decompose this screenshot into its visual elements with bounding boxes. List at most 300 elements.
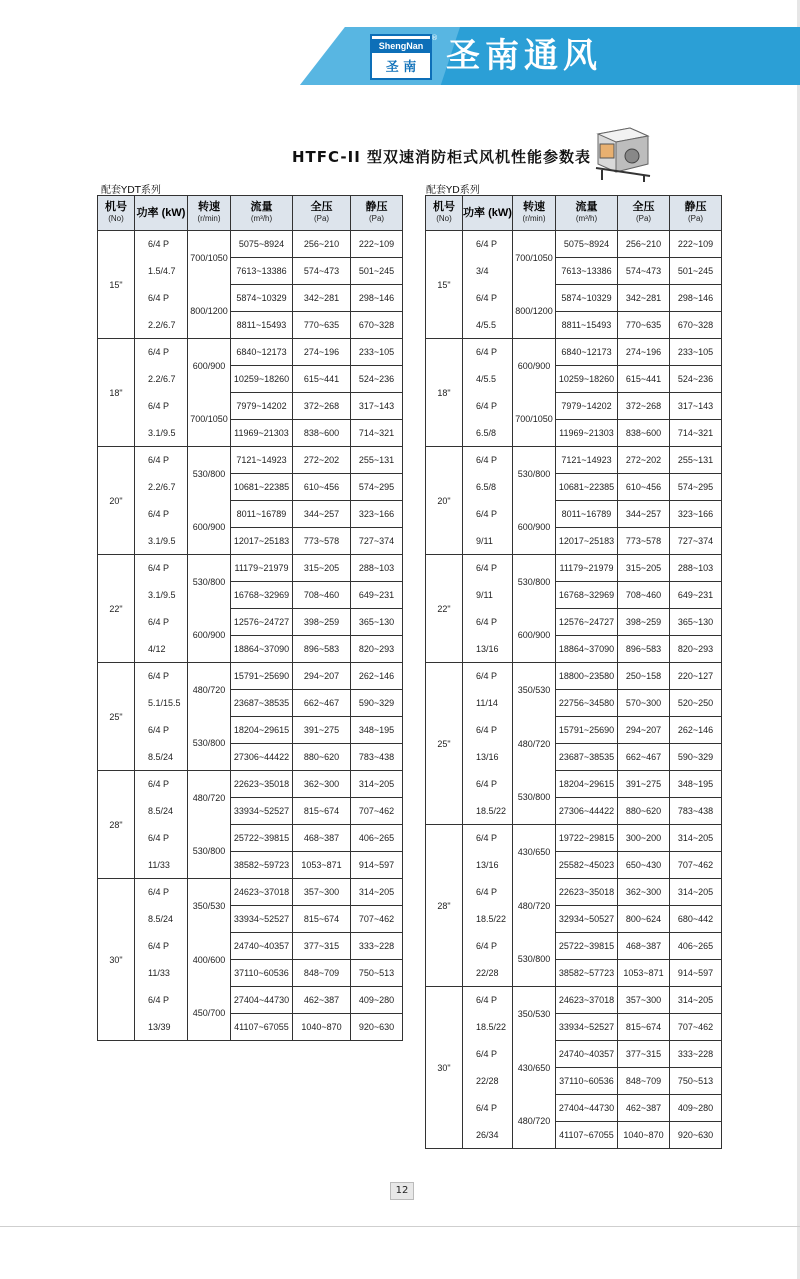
total-cell: 294~207 (618, 717, 670, 744)
total-cell: 344~257 (618, 501, 670, 528)
speed-cell: 800/1200 (513, 285, 556, 339)
column-header (231, 196, 293, 231)
power-cell: 6/4 P (463, 555, 513, 582)
total-cell: 880~620 (618, 798, 670, 825)
table-row (426, 555, 722, 582)
flow-cell: 7121~14923 (556, 447, 618, 474)
static-cell: 501~245 (351, 258, 403, 285)
static-cell: 707~462 (670, 852, 722, 879)
total-cell: 570~300 (618, 690, 670, 717)
table-row (98, 528, 403, 555)
power-cell: 6/4 P (463, 879, 513, 906)
power-cell: 22/28 (463, 1068, 513, 1095)
power-cell: 2.2/6.7 (135, 312, 188, 339)
power-cell: 6/4 P (135, 879, 188, 906)
table-row (98, 285, 403, 312)
table-row (426, 420, 722, 447)
machine-number-cell: 25" (426, 663, 463, 825)
total-cell: 815~674 (293, 906, 351, 933)
table-row (426, 231, 722, 258)
power-cell: 6/4 P (463, 285, 513, 312)
static-cell: 255~131 (670, 447, 722, 474)
flow-cell: 7979~14202 (556, 393, 618, 420)
power-cell: 3/4 (463, 258, 513, 285)
table-row (98, 906, 403, 933)
static-cell: 520~250 (670, 690, 722, 717)
column-header-label: 转速 (198, 201, 220, 213)
flow-cell: 8011~16789 (231, 501, 293, 528)
table-row (98, 555, 403, 582)
power-cell: 22/28 (463, 960, 513, 987)
power-cell: 18.5/22 (463, 798, 513, 825)
column-header-unit: (r/min) (522, 214, 546, 223)
power-cell: 13/39 (135, 1014, 188, 1041)
flow-cell: 41107~67055 (231, 1014, 293, 1041)
table-row (426, 1122, 722, 1149)
static-cell: 409~280 (670, 1095, 722, 1122)
machine-number-cell: 20" (426, 447, 463, 555)
flow-cell: 18800~23580 (556, 663, 618, 690)
static-cell: 783~438 (670, 798, 722, 825)
power-cell: 6/4 P (135, 285, 188, 312)
flow-cell: 25582~45023 (556, 852, 618, 879)
flow-cell: 10259~18260 (556, 366, 618, 393)
total-cell: 800~624 (618, 906, 670, 933)
table-row (98, 852, 403, 879)
power-cell: 6/4 P (135, 447, 188, 474)
total-cell: 615~441 (293, 366, 351, 393)
static-cell: 298~146 (670, 285, 722, 312)
static-cell: 820~293 (351, 636, 403, 663)
flow-cell: 12576~24727 (231, 609, 293, 636)
power-cell: 6/4 P (463, 609, 513, 636)
static-cell: 914~597 (670, 960, 722, 987)
speed-cell: 530/800 (513, 447, 556, 501)
table-row (426, 1014, 722, 1041)
speed-cell: 700/1050 (188, 393, 231, 447)
total-cell: 838~600 (618, 420, 670, 447)
flow-cell: 8011~16789 (556, 501, 618, 528)
total-cell: 462~387 (618, 1095, 670, 1122)
table-row (426, 447, 722, 474)
speed-cell: 480/720 (513, 717, 556, 771)
total-cell: 880~620 (293, 744, 351, 771)
total-cell: 344~257 (293, 501, 351, 528)
header-row (98, 196, 403, 231)
column-header-label: 流量 (575, 201, 598, 213)
power-cell: 3.1/9.5 (135, 582, 188, 609)
speed-cell: 530/800 (188, 555, 231, 609)
flow-cell: 10259~18260 (231, 366, 293, 393)
total-cell: 372~268 (293, 393, 351, 420)
brand-logo (370, 34, 432, 80)
power-cell: 6/4 P (135, 339, 188, 366)
power-cell: 26/34 (463, 1122, 513, 1149)
table-row (426, 663, 722, 690)
static-cell: 409~280 (351, 987, 403, 1014)
machine-number-cell: 22" (426, 555, 463, 663)
table-row (98, 987, 403, 1014)
static-cell: 314~205 (670, 825, 722, 852)
total-cell: 896~583 (293, 636, 351, 663)
static-cell: 262~146 (351, 663, 403, 690)
total-cell: 1040~870 (618, 1122, 670, 1149)
total-cell: 838~600 (293, 420, 351, 447)
power-cell: 6/4 P (463, 1041, 513, 1068)
static-cell: 365~130 (670, 609, 722, 636)
cabinet-fan-icon (590, 126, 654, 184)
total-cell: 708~460 (293, 582, 351, 609)
table-row (426, 393, 722, 420)
table-row (98, 771, 403, 798)
speed-cell: 600/900 (513, 501, 556, 555)
power-cell: 6/4 P (463, 825, 513, 852)
speed-cell: 530/800 (188, 717, 231, 771)
power-cell: 6/4 P (463, 447, 513, 474)
speed-cell: 530/800 (513, 771, 556, 825)
column-header-unit: (Pa) (368, 214, 385, 223)
speed-cell: 530/800 (513, 933, 556, 987)
logo-chinese: 圣 南 (385, 60, 417, 75)
flow-cell: 18204~29615 (231, 717, 293, 744)
static-cell: 348~195 (351, 717, 403, 744)
table-row (98, 501, 403, 528)
table-row (426, 501, 722, 528)
flow-cell: 11179~21979 (231, 555, 293, 582)
flow-cell: 24623~37018 (231, 879, 293, 906)
speed-cell: 600/900 (188, 609, 231, 663)
table-row (98, 582, 403, 609)
table-row (98, 717, 403, 744)
static-cell: 314~205 (351, 879, 403, 906)
power-cell: 6/4 P (135, 771, 188, 798)
flow-cell: 7613~13386 (231, 258, 293, 285)
static-cell: 323~166 (670, 501, 722, 528)
static-cell: 707~462 (351, 798, 403, 825)
power-cell: 6/4 P (135, 987, 188, 1014)
power-cell: 6.5/8 (463, 420, 513, 447)
column-header (670, 196, 722, 231)
page-title: HTFC-II 型双速消防柜式风机性能参数表 (292, 148, 591, 166)
power-cell: 6/4 P (135, 663, 188, 690)
registered-mark: ® (431, 34, 438, 42)
total-cell: 770~635 (293, 312, 351, 339)
static-cell: 714~321 (670, 420, 722, 447)
total-cell: 815~674 (618, 1014, 670, 1041)
static-cell: 914~597 (351, 852, 403, 879)
column-header-label: 功率 (kW) (136, 207, 186, 219)
speed-cell: 530/800 (513, 555, 556, 609)
table-row (426, 609, 722, 636)
power-cell: 4/5.5 (463, 366, 513, 393)
power-cell: 8.5/24 (135, 798, 188, 825)
power-cell: 6/4 P (463, 771, 513, 798)
static-cell: 670~328 (351, 312, 403, 339)
total-cell: 610~456 (618, 474, 670, 501)
logo-latin: ShengNan (372, 39, 430, 53)
speed-cell: 430/650 (513, 825, 556, 879)
table-row (426, 879, 722, 906)
column-header (188, 196, 231, 231)
flow-cell: 18864~37090 (231, 636, 293, 663)
table-row (98, 933, 403, 960)
power-cell: 6/4 P (135, 609, 188, 636)
column-header (351, 196, 403, 231)
flow-cell: 33934~52527 (231, 798, 293, 825)
machine-number-cell: 18" (426, 339, 463, 447)
power-cell: 5.1/15.5 (135, 690, 188, 717)
column-header-label: 静压 (684, 201, 707, 213)
static-cell: 406~265 (351, 825, 403, 852)
total-cell: 708~460 (618, 582, 670, 609)
flow-cell: 19722~29815 (556, 825, 618, 852)
static-cell: 680~442 (670, 906, 722, 933)
total-cell: 398~259 (293, 609, 351, 636)
total-cell: 468~387 (293, 825, 351, 852)
total-cell: 315~205 (293, 555, 351, 582)
power-cell: 6/4 P (135, 717, 188, 744)
flow-cell: 24623~37018 (556, 987, 618, 1014)
machine-number-cell: 22" (98, 555, 135, 663)
machine-number-cell: 15" (426, 231, 463, 339)
power-cell: 9/11 (463, 528, 513, 555)
power-cell: 3.1/9.5 (135, 528, 188, 555)
total-cell: 615~441 (618, 366, 670, 393)
total-cell: 848~709 (293, 960, 351, 987)
table-row (426, 1041, 722, 1068)
column-header (463, 196, 513, 231)
total-cell: 315~205 (618, 555, 670, 582)
flow-cell: 24740~40357 (556, 1041, 618, 1068)
flow-cell: 38582~59723 (231, 852, 293, 879)
total-cell: 377~315 (618, 1041, 670, 1068)
table-row (98, 636, 403, 663)
flow-cell: 11969~21303 (231, 420, 293, 447)
table-row (426, 636, 722, 663)
static-cell: 222~109 (351, 231, 403, 258)
column-header-unit: (m³/h) (575, 214, 598, 223)
total-cell: 662~467 (293, 690, 351, 717)
speed-cell: 600/900 (513, 339, 556, 393)
total-cell: 391~275 (618, 771, 670, 798)
total-cell: 1040~870 (293, 1014, 351, 1041)
total-cell: 377~315 (293, 933, 351, 960)
table-row (426, 852, 722, 879)
table-row (98, 393, 403, 420)
table-row (426, 771, 722, 798)
table-row (98, 474, 403, 501)
power-cell: 18.5/22 (463, 1014, 513, 1041)
flow-cell: 25722~39815 (556, 933, 618, 960)
flow-cell: 23687~38535 (231, 690, 293, 717)
column-header (556, 196, 618, 231)
column-header-unit: (m³/h) (250, 214, 273, 223)
table-row (98, 231, 403, 258)
table-row (98, 420, 403, 447)
flow-cell: 22623~35018 (556, 879, 618, 906)
power-cell: 6/4 P (463, 1095, 513, 1122)
speed-cell: 530/800 (188, 447, 231, 501)
power-cell: 13/16 (463, 636, 513, 663)
power-cell: 6/4 P (463, 987, 513, 1014)
column-header-unit: (Pa) (313, 214, 330, 223)
total-cell: 468~387 (618, 933, 670, 960)
static-cell: 262~146 (670, 717, 722, 744)
machine-number-cell: 30" (98, 879, 135, 1041)
flow-cell: 37110~60536 (556, 1068, 618, 1095)
static-cell: 707~462 (351, 906, 403, 933)
column-header-label: 功率 (kW) (463, 207, 512, 219)
machine-number-cell: 28" (426, 825, 463, 987)
static-cell: 750~513 (670, 1068, 722, 1095)
flow-cell: 5075~8924 (231, 231, 293, 258)
static-cell: 406~265 (670, 933, 722, 960)
total-cell: 896~583 (618, 636, 670, 663)
static-cell: 233~105 (351, 339, 403, 366)
speed-cell: 450/700 (188, 987, 231, 1041)
speed-cell: 530/800 (188, 825, 231, 879)
power-cell: 6/4 P (135, 825, 188, 852)
speed-cell: 480/720 (513, 1095, 556, 1149)
flow-cell: 8811~15493 (556, 312, 618, 339)
static-cell: 727~374 (670, 528, 722, 555)
total-cell: 372~268 (618, 393, 670, 420)
flow-cell: 37110~60536 (231, 960, 293, 987)
power-cell: 6/4 P (135, 933, 188, 960)
table-row (426, 258, 722, 285)
power-cell: 1.5/4.7 (135, 258, 188, 285)
flow-cell: 27404~44730 (231, 987, 293, 1014)
table-row (426, 987, 722, 1014)
static-cell: 255~131 (351, 447, 403, 474)
power-cell: 6/4 P (135, 555, 188, 582)
static-cell: 501~245 (670, 258, 722, 285)
flow-cell: 24740~40357 (231, 933, 293, 960)
table-row (426, 285, 722, 312)
static-cell: 670~328 (670, 312, 722, 339)
total-cell: 773~578 (618, 528, 670, 555)
static-cell: 288~103 (351, 555, 403, 582)
table-row (426, 690, 722, 717)
column-header-label: 流量 (250, 201, 273, 213)
static-cell: 590~329 (670, 744, 722, 771)
flow-cell: 12017~25183 (556, 528, 618, 555)
column-header-label: 机号 (433, 201, 455, 213)
total-cell: 250~158 (618, 663, 670, 690)
total-cell: 342~281 (618, 285, 670, 312)
speed-cell: 600/900 (188, 339, 231, 393)
table-row (98, 798, 403, 825)
speed-cell: 600/900 (188, 501, 231, 555)
flow-cell: 27404~44730 (556, 1095, 618, 1122)
static-cell: 707~462 (670, 1014, 722, 1041)
flow-cell: 22756~34580 (556, 690, 618, 717)
table-row (98, 1014, 403, 1041)
table-row (426, 960, 722, 987)
total-cell: 272~202 (618, 447, 670, 474)
speed-cell: 430/650 (513, 1041, 556, 1095)
total-cell: 773~578 (293, 528, 351, 555)
flow-cell: 11969~21303 (556, 420, 618, 447)
total-cell: 574~473 (618, 258, 670, 285)
power-cell: 6/4 P (463, 231, 513, 258)
power-cell: 13/16 (463, 852, 513, 879)
table-row (98, 312, 403, 339)
power-cell: 8.5/24 (135, 744, 188, 771)
table-row (98, 339, 403, 366)
static-cell: 314~205 (351, 771, 403, 798)
column-header (293, 196, 351, 231)
static-cell: 333~228 (670, 1041, 722, 1068)
static-cell: 524~236 (351, 366, 403, 393)
total-cell: 398~259 (618, 609, 670, 636)
flow-cell: 33934~52527 (556, 1014, 618, 1041)
column-header-unit: (Pa) (635, 214, 652, 223)
flow-cell: 7613~13386 (556, 258, 618, 285)
flow-cell: 16768~32969 (231, 582, 293, 609)
flow-cell: 32934~50527 (556, 906, 618, 933)
table-row (98, 366, 403, 393)
flow-cell: 18864~37090 (556, 636, 618, 663)
flow-cell: 11179~21979 (556, 555, 618, 582)
left-spec-table (97, 195, 403, 1041)
column-header-label: 转速 (523, 201, 545, 213)
table-row (98, 825, 403, 852)
flow-cell: 18204~29615 (556, 771, 618, 798)
static-cell: 314~205 (670, 987, 722, 1014)
header-row (426, 196, 722, 231)
flow-cell: 15791~25690 (556, 717, 618, 744)
table-row (98, 447, 403, 474)
speed-cell: 800/1200 (188, 285, 231, 339)
column-header-label: 全压 (632, 201, 655, 213)
machine-number-cell: 20" (98, 447, 135, 555)
column-header-label: 全压 (310, 201, 333, 213)
static-cell: 222~109 (670, 231, 722, 258)
power-cell: 2.2/6.7 (135, 474, 188, 501)
column-header (513, 196, 556, 231)
static-cell: 574~295 (351, 474, 403, 501)
power-cell: 6/4 P (463, 663, 513, 690)
flow-cell: 10681~22385 (231, 474, 293, 501)
total-cell: 357~300 (293, 879, 351, 906)
total-cell: 274~196 (293, 339, 351, 366)
static-cell: 649~231 (351, 582, 403, 609)
flow-cell: 33934~52527 (231, 906, 293, 933)
total-cell: 574~473 (293, 258, 351, 285)
static-cell: 233~105 (670, 339, 722, 366)
power-cell: 6/4 P (463, 933, 513, 960)
total-cell: 770~635 (618, 312, 670, 339)
static-cell: 750~513 (351, 960, 403, 987)
table-row (426, 474, 722, 501)
flow-cell: 7121~14923 (231, 447, 293, 474)
static-cell: 220~127 (670, 663, 722, 690)
static-cell: 820~293 (670, 636, 722, 663)
static-cell: 298~146 (351, 285, 403, 312)
static-cell: 288~103 (670, 555, 722, 582)
static-cell: 317~143 (351, 393, 403, 420)
speed-cell: 480/720 (513, 879, 556, 933)
static-cell: 714~321 (351, 420, 403, 447)
total-cell: 294~207 (293, 663, 351, 690)
static-cell: 317~143 (670, 393, 722, 420)
total-cell: 815~674 (293, 798, 351, 825)
footer-rule (0, 1226, 800, 1227)
flow-cell: 8811~15493 (231, 312, 293, 339)
table-row (426, 1095, 722, 1122)
power-cell: 11/14 (463, 690, 513, 717)
